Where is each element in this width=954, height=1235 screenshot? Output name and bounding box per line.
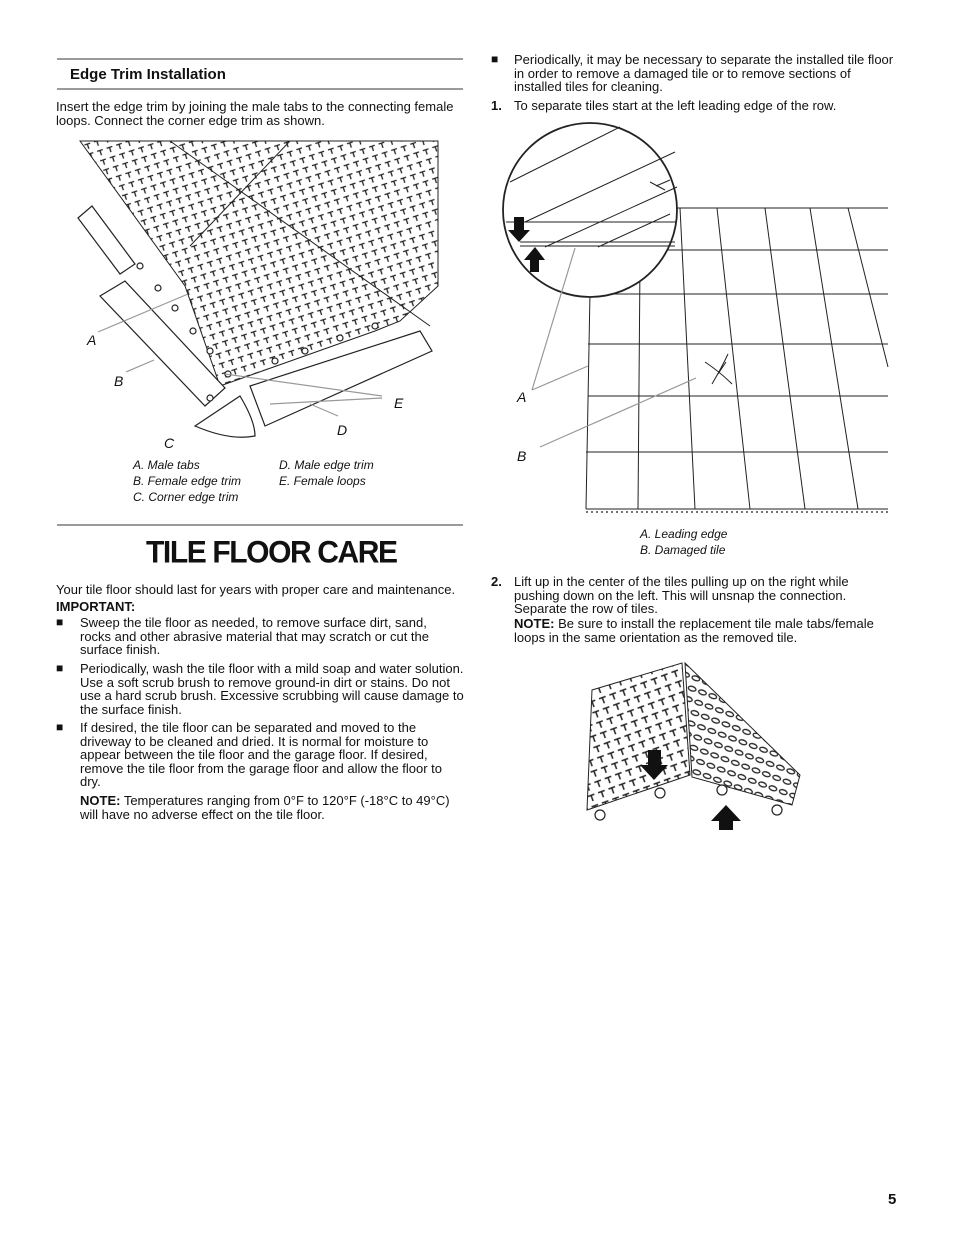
edge-trim-heading: Edge Trim Installation: [70, 66, 226, 83]
bullet-marker: ■: [491, 52, 499, 66]
fig1-label-d: D: [337, 422, 348, 438]
note-text: Be sure to install the replacement tile male tabs/female loops in the same orientation as the removed tile.: [514, 616, 874, 645]
fig1-label-e: E: [394, 395, 404, 411]
bullet-marker: ■: [56, 615, 64, 629]
caption-male-edge-trim: D. Male edge trim: [279, 458, 374, 472]
fig1-caption-left: [133, 457, 241, 505]
edge-trim-figure: [70, 136, 450, 446]
fig1-label-c: C: [164, 435, 175, 451]
care-note: [80, 794, 464, 821]
caption-leading-edge: A. Leading edge: [640, 527, 728, 541]
edge-trim-intro: Insert the edge trim by joining the male tabs to the connecting female loops. Connect the corner edge trim as shown.: [56, 99, 454, 128]
section-rule-care: [57, 524, 463, 526]
care-bullet-sweep: Sweep the tile floor as needed, to remove surface dirt, sand, rocks and other abrasive material that may scratch or cut the surface finish.: [80, 615, 429, 657]
note-label: NOTE:: [514, 616, 555, 631]
damaged-tile-scratch: [705, 354, 732, 384]
bullet-marker: ■: [56, 661, 64, 675]
fig1-label-b: B: [114, 373, 124, 389]
step-2-number: 2.: [491, 574, 502, 589]
step-1-text: To separate tiles start at the left leading edge of the row.: [514, 98, 837, 113]
caption-female-loops: E. Female loops: [279, 474, 366, 488]
section-rule-under-heading: [57, 88, 463, 90]
caption-damaged-tile: B. Damaged tile: [640, 543, 726, 557]
care-bullet-wash: Periodically, wash the tile floor with a mild soap and water solution. Use a soft scrub brush to remove ground-in dirt or stains. Do not use a hard scrub brush. Excessive scrubbing will cause damage to the surface finish.: [80, 661, 464, 717]
fig2-label-b: B: [517, 448, 527, 464]
care-bullet-separate: If desired, the tile floor can be separated and moved to the driveway to be cleaned and dried. It is normal for moisture to appear between the tile floor and the garage floor. If desired, remove the tile floor from the garage floor and allow the floor to dry.: [80, 720, 443, 789]
pull-up-arrow-2: [711, 805, 741, 830]
note-label: NOTE:: [80, 793, 121, 808]
step-1-number: 1.: [491, 98, 502, 113]
caption-female-edge-trim: B. Female edge trim: [133, 474, 242, 488]
tile-floor-care-title: TILE FLOOR CARE: [146, 535, 397, 570]
caption-corner-edge-trim: C. Corner edge trim: [133, 490, 239, 504]
step-2-note: [514, 617, 889, 644]
leading-edge-figure: [500, 122, 890, 517]
female-edge-trim: [78, 206, 135, 274]
bullet-marker: ■: [56, 720, 64, 734]
section-rule-top: [57, 58, 463, 60]
separation-bullet: Periodically, it may be necessary to separate the installed tile floor in order to remove a damaged tile or to remove sections of installed tiles for cleaning.: [514, 52, 894, 94]
care-intro: Your tile floor should last for years with proper care and maintenance.: [56, 582, 456, 597]
magnifier-circle: [503, 123, 677, 297]
right-tile: [685, 663, 800, 805]
fig1-caption-right: [279, 457, 374, 489]
note-text: Temperatures ranging from 0°F to 120°F (-18°C to 49°C) will have no adverse effect on the tile floor.: [80, 793, 450, 822]
important-label: IMPORTANT:: [56, 599, 136, 614]
page-number: 5: [888, 1191, 897, 1208]
left-tile: [587, 663, 690, 810]
fig1-label-a: A: [87, 332, 97, 348]
lift-tiles-figure: [582, 655, 807, 830]
caption-male-tabs: A. Male tabs: [133, 458, 200, 472]
fig2-label-a: A: [517, 389, 527, 405]
step-2-text: Lift up in the center of the tiles pulling up on the right while pushing down on the left. This will unsnap the connection. Separate the row of tiles.: [514, 574, 849, 616]
fig2-caption: [640, 526, 727, 558]
